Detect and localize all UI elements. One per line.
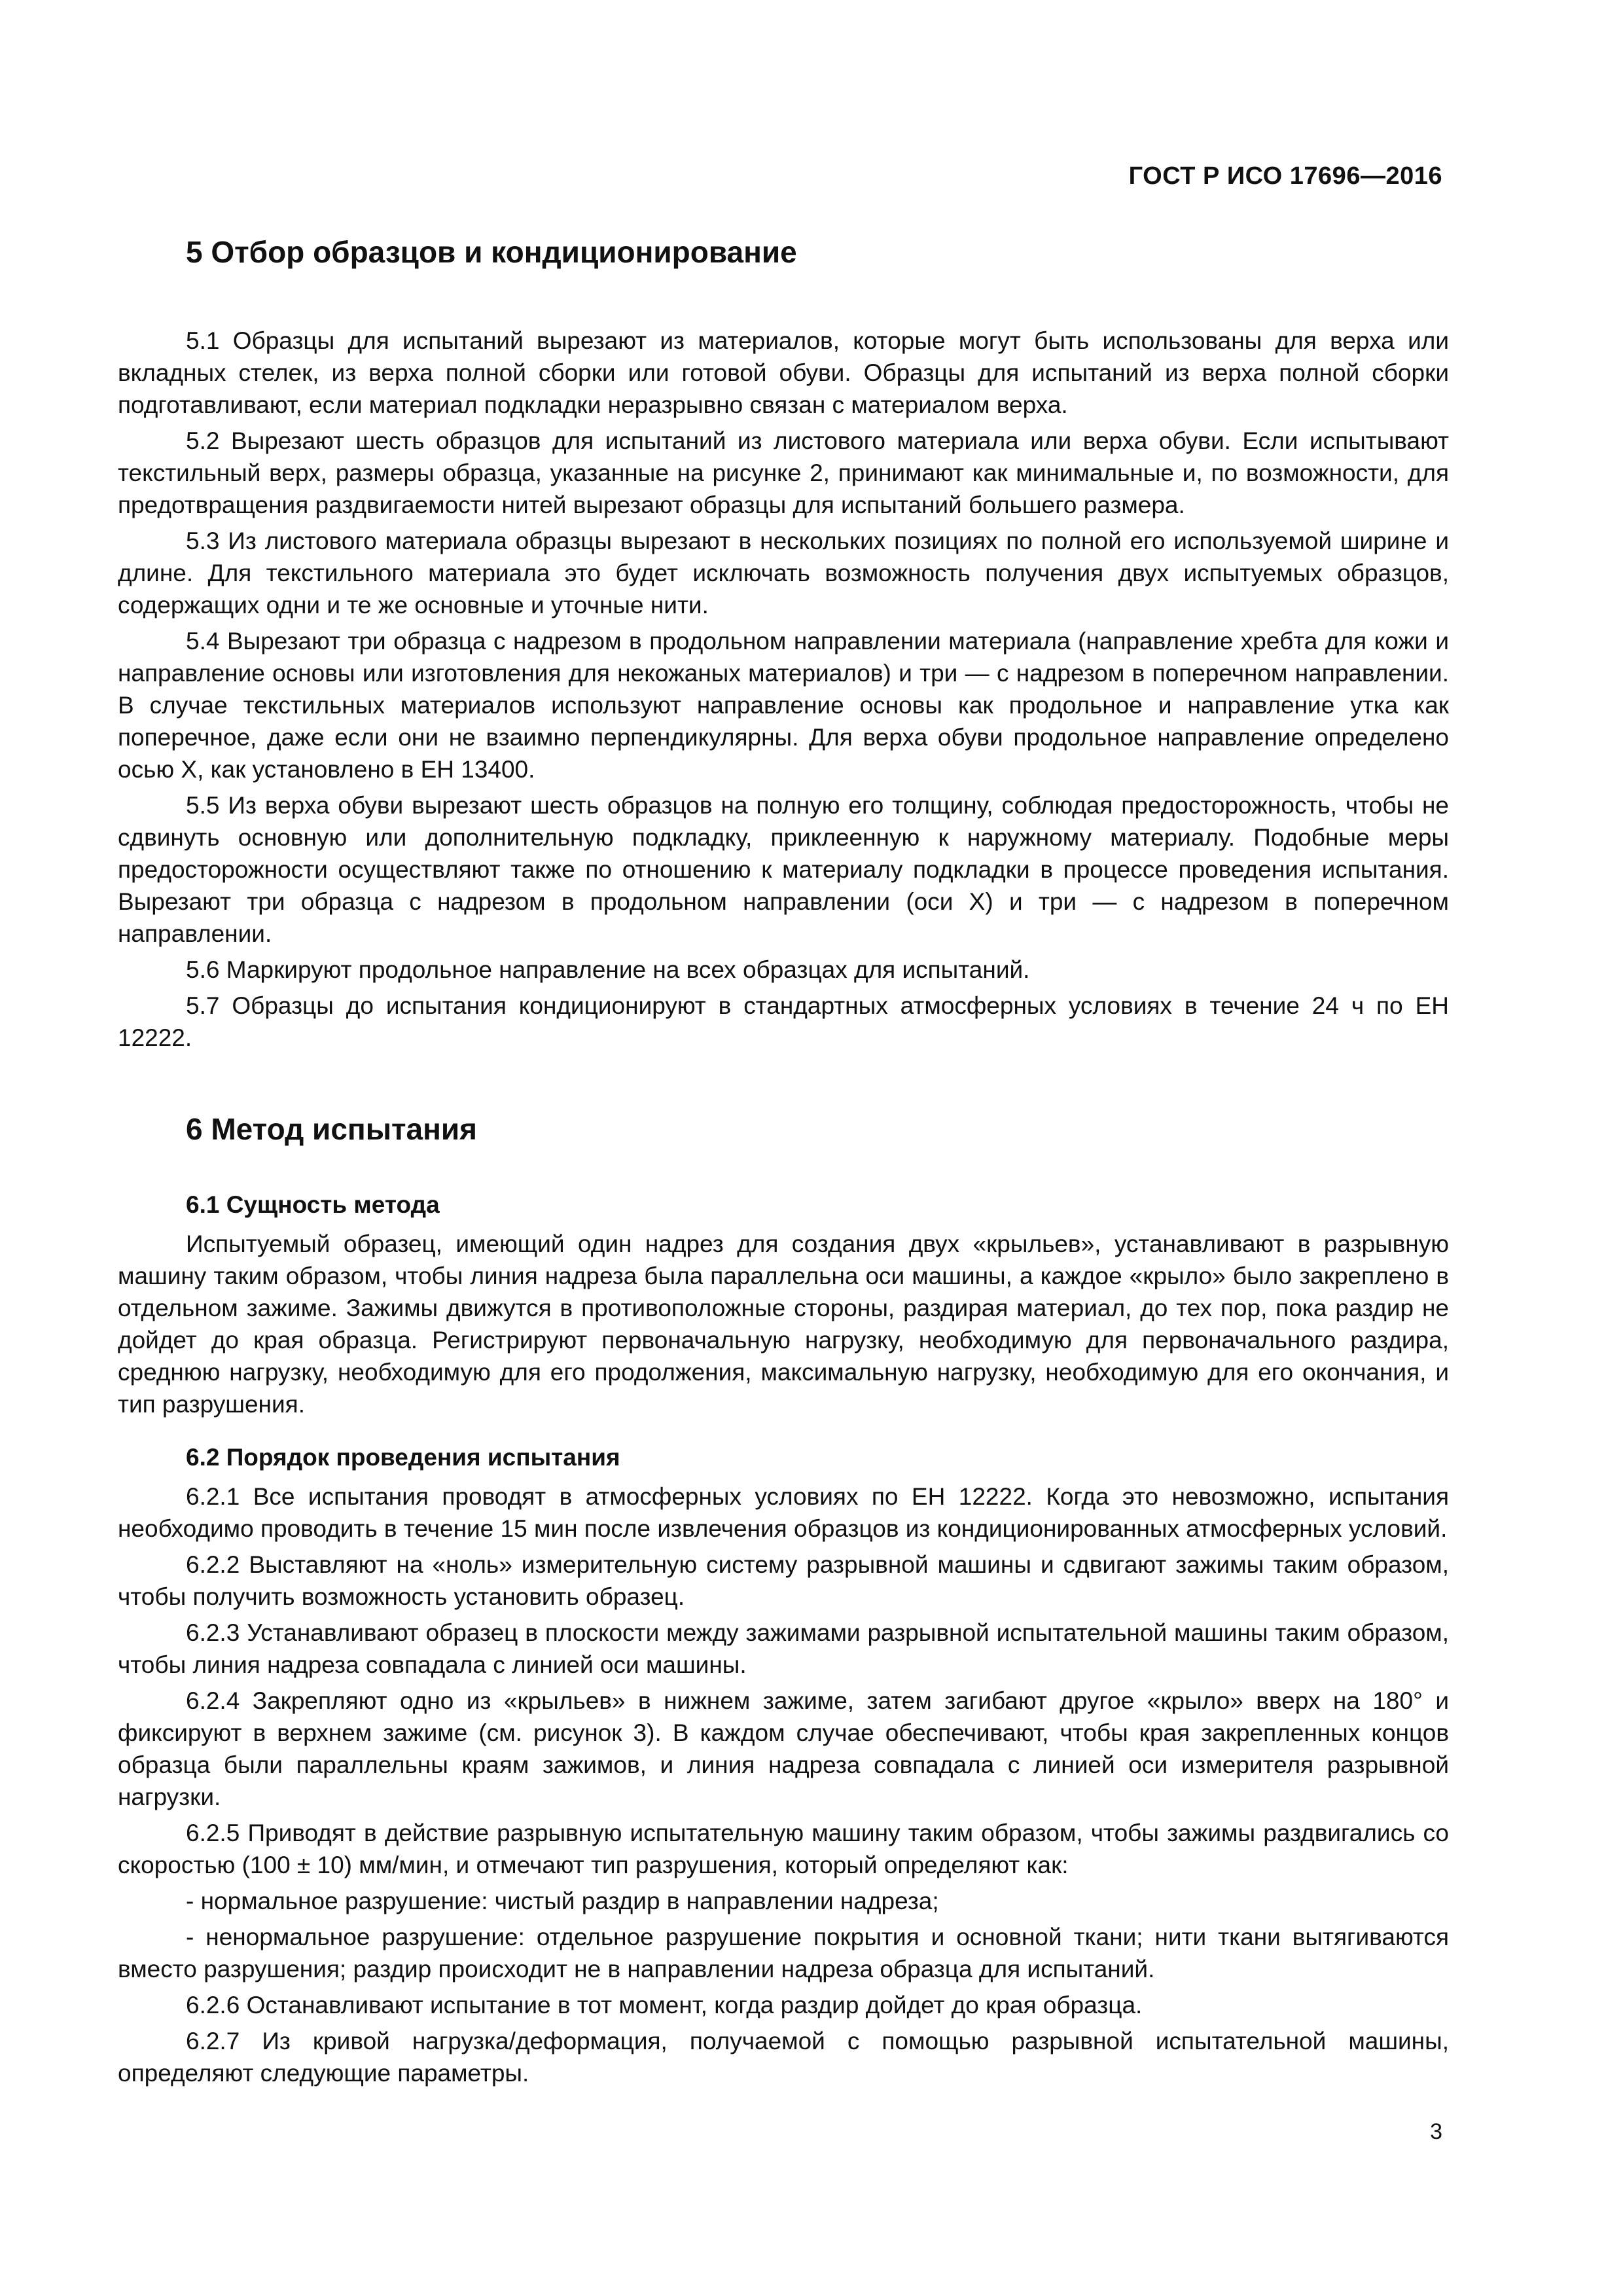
document-code: ГОСТ Р ИСО 17696—2016 bbox=[1128, 162, 1442, 190]
paragraph-6-2-6: 6.2.6 Останавливают испытание в тот момент, когда раздир дойдет до края образца. bbox=[186, 1992, 1143, 2018]
paragraph-5-1: 5.1 Образцы для испытаний вырезают из материалов, которые могут быть использованы для верха или вкладных стелек, из верха полной сборки или готовой обуви. Образцы для испытаний из верха полной сборки подготавливают, если материал подкладки неразрывно связан с материалом верха. bbox=[118, 327, 1449, 418]
section-5-title: 5 Отбор образцов и кондиционирование bbox=[186, 235, 797, 269]
paragraph-6-2-1: 6.2.1 Все испытания проводят в атмосферных условиях по ЕН 12222. Когда это невозможно, испытания необходимо проводить в течение 15 мин после извлечения образцов из кондиционированных атмосферных условий. bbox=[118, 1483, 1449, 1542]
page-content bbox=[118, 223, 1449, 2093]
paragraph-5-3: 5.3 Из листового материала образцы вырезают в нескольких позициях по полной его используемой ширине и длине. Для текстильного материала это будет исключать возможность получения двух испытуемых образцов, содержащих одни и те же основные и уточные нити. bbox=[118, 528, 1449, 619]
paragraph-6-2-2: 6.2.2 Выставляют на «ноль» измерительную систему разрывной машины и сдвигают зажимы таким образом, чтобы получить возможность установить образец. bbox=[118, 1551, 1449, 1610]
paragraph-6-2-5: 6.2.5 Приводят в действие разрывную испытательную машину таким образом, чтобы зажимы раздвигались со скоростью (100 ± 10) мм/мин, и отмечают тип разрушения, который определяют как: bbox=[118, 1820, 1449, 1878]
section-5 bbox=[118, 223, 1449, 1054]
paragraph-5-5: 5.5 Из верха обуви вырезают шесть образцов на полную его толщину, соблюдая предосторожность, чтобы не сдвинуть основную или дополнительную подкладку, приклеенную к наружному материалу. Подобные меры предосторожности осуществляют также по отношению к материалу подкладки в процессе проведения испытания. Вырезают три образца с надрезом в продольном направлении (оси X) и три — с надрезом в поперечном направлении. bbox=[118, 792, 1449, 947]
paragraph-6-2-7: 6.2.7 Из кривой нагрузка/деформация, получаемой с помощью разрывной испытательной машины, определяют следующие параметры. bbox=[118, 2028, 1449, 2087]
subsection-6-2 bbox=[118, 1444, 1449, 2089]
paragraph-6-2-4: 6.2.4 Закрепляют одно из «крыльев» в нижнем зажиме, затем загибают другое «крыло» вверх на 180° и фиксируют в верхнем зажиме (см. рисунок 3). В каждом случае обеспечивают, чтобы края закрепленных концов образца были параллельны краям зажимов, и линия надреза совпадала с линией оси измерителя разрывной нагрузки. bbox=[118, 1687, 1449, 1810]
paragraph-5-6: 5.6 Маркируют продольное направление на всех образцах для испытаний. bbox=[186, 956, 1030, 983]
paragraph-5-7: 5.7 Образцы до испытания кондиционируют в стандартных атмосферных условиях в течение 24 ч по ЕН 12222. bbox=[118, 992, 1449, 1051]
list-item-abnormal-failure: - ненормальное разрушение: отдельное разрушение покрытия и основной ткани; нити ткани вытягиваются вместо разрушения; раздир происходит не в направлении надреза образца для испытаний. bbox=[118, 1924, 1449, 1982]
paragraph-6-2-3: 6.2.3 Устанавливают образец в плоскости между зажимами разрывной испытательной машины таким образом, чтобы линия надреза совпадала с линией оси машины. bbox=[118, 1619, 1449, 1678]
paragraph-6-1: Испытуемый образец, имеющий один надрез для создания двух «крыльев», устанавливают в разрывную машину таким образом, чтобы линия надреза была параллельна оси машины, а каждое «крыло» было закреплено в отдельном зажиме. Зажимы движутся в противоположные стороны, раздирая материал, до тех пор, пока раздир не дойдет до края образца. Регистрируют первоначальную нагрузку, необходимую для первоначального раздира, среднюю нагрузку, необходимую для его продолжения, максимальную нагрузку, необходимую для его окончания, и тип разрушения. bbox=[118, 1230, 1449, 1418]
subsection-6-1 bbox=[118, 1191, 1449, 1420]
subsection-6-1-title: 6.1 Сущность метода bbox=[186, 1191, 440, 1218]
list-item-normal-failure: - нормальное разрушение: чистый раздир в направлении надреза; bbox=[186, 1888, 939, 1914]
paragraph-5-2: 5.2 Вырезают шесть образцов для испытаний из листового материала или верха обуви. Если испытывают текстильный верх, размеры образца, указанные на рисунке 2, принимают как минимальные и, по возможности, для предотвращения раздвигаемости нитей вырезают образцы для испытаний большего размера. bbox=[118, 427, 1449, 518]
page-number: 3 bbox=[1430, 2119, 1442, 2144]
paragraph-5-4: 5.4 Вырезают три образца с надрезом в продольном направлении материала (направление хребта для кожи и направление основы или изготовления для некожаных материалов) и три — с надрезом в поперечном направлении. В случае текстильных материалов используют направление основы как продольное и направление утка как поперечное, даже если они не взаимно перпендикулярны. Для верха обуви продольное направление определено осью X, как установлено в ЕН 13400. bbox=[118, 628, 1449, 783]
section-6 bbox=[118, 1100, 1449, 2089]
section-6-title: 6 Метод испытания bbox=[186, 1112, 477, 1146]
subsection-6-2-title: 6.2 Порядок проведения испытания bbox=[186, 1444, 620, 1471]
